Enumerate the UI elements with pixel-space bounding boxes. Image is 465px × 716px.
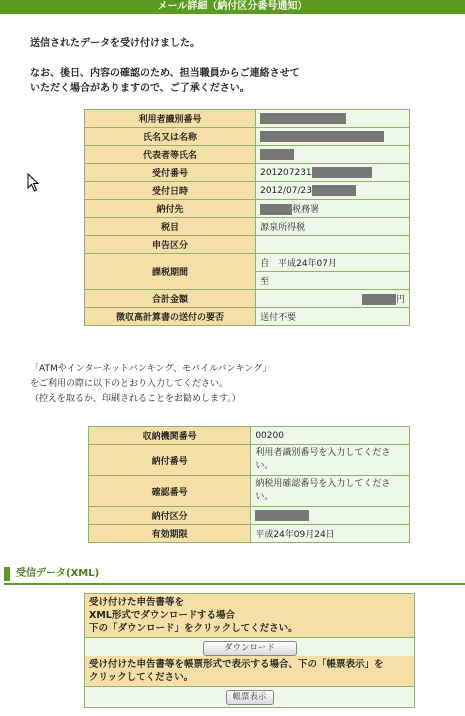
xml-download-text-1: 受け付けた申告書等を [89, 597, 185, 608]
receipt-datetime-text: 2012/07/23 [260, 186, 312, 196]
redacted-block [362, 294, 396, 305]
tax-period-label: 課税期間 [85, 254, 256, 290]
redacted-block [255, 510, 309, 521]
table-row [85, 308, 410, 326]
statement-delivery-label: 徴収高計算書の送付の要否 [85, 308, 256, 326]
section-marker [4, 567, 10, 581]
expiry-value: 平成24年09月24日 [251, 525, 410, 543]
representative-label: 代表者等氏名 [85, 146, 256, 164]
contact-notice-line2: いただく場合がありますので、ご了承ください。 [30, 83, 250, 94]
user-id-value [256, 110, 410, 128]
redacted-block [312, 167, 372, 178]
name-value [256, 128, 410, 146]
receipt-datetime-value [256, 182, 410, 200]
receipt-info-table [84, 109, 410, 326]
statement-delivery-value: 送付不要 [256, 308, 410, 326]
tax-period-to: 至 [256, 272, 410, 290]
xml-download-text-3: 下の「ダウンロード」をクリックしてください。 [89, 623, 298, 634]
table-row [85, 290, 410, 308]
payment-info-table [88, 426, 410, 543]
total-amount-label: 合計金額 [85, 290, 256, 308]
table-row [85, 200, 410, 218]
xml-download-text-2: XML形式でダウンロードする場合 [89, 610, 236, 621]
contact-notice-line1: なお、後日、内容の確認のため、担当職員からご連絡させて [30, 68, 300, 79]
payment-category-value [251, 507, 410, 525]
confirmation-number-label: 確認番号 [89, 476, 251, 507]
filing-type-value [256, 236, 410, 254]
institution-number-label: 収納機関番号 [89, 427, 251, 445]
table-row [85, 110, 410, 128]
redacted-block [260, 149, 294, 160]
receipt-number-label: 受付番号 [85, 164, 256, 182]
xml-download-instructions [85, 594, 414, 637]
atm-note-line1: 「ATMやインターネットバンキング、モバイルバンキング」 [30, 364, 272, 374]
confirmation-number-value: 納税用確認番号を入力してください。 [251, 476, 410, 507]
user-id-label: 利用者識別番号 [85, 110, 256, 128]
representative-value [256, 146, 410, 164]
receipt-number-value [256, 164, 410, 182]
xml-section-title: 受信データ(XML) [16, 568, 100, 579]
redacted-block [260, 204, 292, 215]
payment-category-label: 納付区分 [89, 507, 251, 525]
name-label: 氏名又は名称 [85, 128, 256, 146]
table-row [85, 254, 410, 272]
tax-period-from: 自 平成24年07月 [256, 254, 410, 272]
table-row [89, 427, 410, 445]
table-row [89, 525, 410, 543]
receipt-number-text: 201207231 [260, 168, 312, 178]
xml-section-header [4, 565, 465, 585]
xml-download-button-row [85, 637, 414, 658]
form-display-instructions [85, 656, 414, 686]
table-row [85, 128, 410, 146]
xml-download-box [84, 593, 415, 659]
table-row [85, 146, 410, 164]
payee-label: 納付先 [85, 200, 256, 218]
payee-text: 税務署 [292, 205, 320, 215]
table-row [85, 218, 410, 236]
tax-item-label: 税目 [85, 218, 256, 236]
total-amount-value [256, 290, 410, 308]
redacted-block [312, 185, 356, 196]
institution-number-value: 00200 [251, 427, 410, 445]
redacted-block [260, 113, 346, 124]
form-display-box [84, 656, 415, 708]
filing-type-label: 申告区分 [85, 236, 256, 254]
expiry-label: 有効期限 [89, 525, 251, 543]
atm-note-line2: をご利用の際に以下のとおり入力してください。 [30, 379, 229, 389]
table-row [85, 164, 410, 182]
total-amount-unit: 円 [395, 295, 405, 305]
table-row [89, 445, 410, 476]
form-display-button[interactable]: 帳票表示 [226, 690, 274, 705]
form-display-text-2: クリックしてください。 [89, 672, 194, 683]
table-row [85, 182, 410, 200]
receipt-datetime-label: 受付日時 [85, 182, 256, 200]
table-row [85, 236, 410, 254]
download-button[interactable]: ダウンロード [203, 641, 297, 656]
payment-number-value: 利用者識別番号を入力してください。 [251, 445, 410, 476]
window-title: メール詳細（納付区分番号通知） [0, 0, 465, 14]
tax-item-value: 源泉所得税 [256, 218, 410, 236]
table-row [89, 476, 410, 507]
redacted-block [260, 131, 384, 142]
atm-note-line3: （控えを取るか、印刷されることをお勧めします。） [30, 394, 241, 404]
table-row [89, 507, 410, 525]
payee-value [256, 200, 410, 218]
payment-number-label: 納付番号 [89, 445, 251, 476]
form-display-text-1: 受け付けた申告書等を帳票形式で表示する場合、下の「帳票表示」を [89, 659, 384, 670]
form-display-button-row [85, 686, 414, 707]
received-message: 送信されたデータを受け付けました。 [30, 38, 200, 49]
mouse-cursor-icon [27, 173, 40, 193]
